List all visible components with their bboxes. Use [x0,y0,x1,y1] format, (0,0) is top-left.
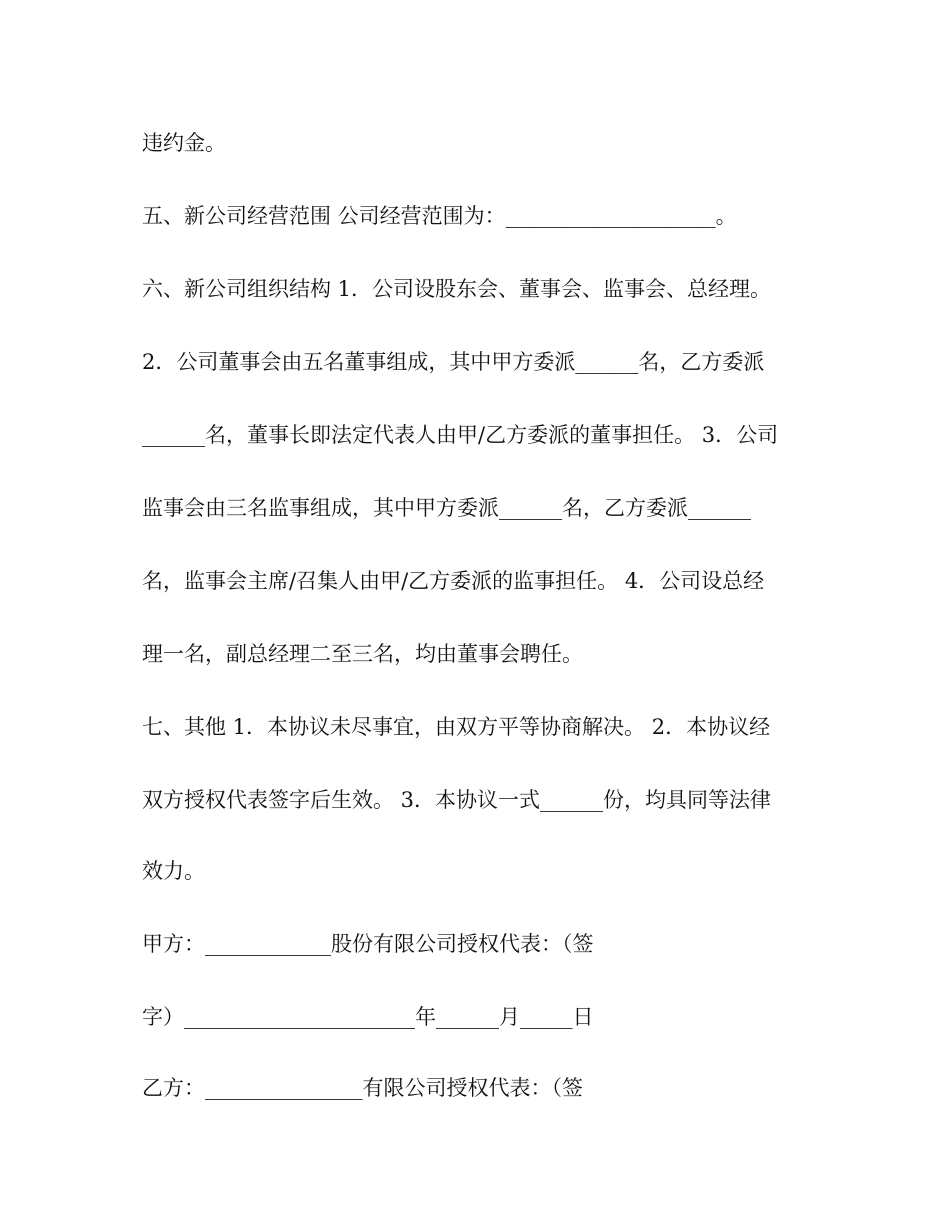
text-line-business-scope: 五、新公司经营范围 公司经营范围为：____________________。 [142,204,737,228]
text-line-party-b: 乙方：_______________有限公司授权代表：（签 [142,1076,583,1100]
text-line-effectiveness: 双方授权代表签字后生效。 3．本协议一式______份，均具同等法律 [142,788,772,812]
text-line-supervisory-chair: 名，监事会主席/召集人由甲/乙方委派的监事担任。 4．公司设总经 [142,569,765,593]
text-line-party-a: 甲方：____________股份有限公司授权代表：（签 [142,932,594,956]
text-line-signature-date: 字）______________________年______月_____日 [142,1005,594,1029]
text-line-org-structure: 六、新公司组织结构 1．公司设股东会、董事会、监事会、总经理。 [142,277,772,301]
text-line-board-composition: 2．公司董事会由五名董事组成，其中甲方委派______名，乙方委派 [142,350,765,374]
text-line-supervisory-board: 监事会由三名监事组成，其中甲方委派______名，乙方委派______ [142,496,751,520]
text-line-breach-penalty: 违约金。 [142,131,226,155]
text-line-board-chairman: ______名，董事长即法定代表人由甲/乙方委派的董事担任。 3．公司 [142,423,779,447]
text-line-legal-effect: 效力。 [142,859,205,883]
text-line-managers: 理一名，副总经理二至三名，均由董事会聘任。 [142,642,583,666]
text-line-other-terms: 七、其他 1．本协议未尽事宜，由双方平等协商解决。 2．本协议经 [142,715,771,739]
